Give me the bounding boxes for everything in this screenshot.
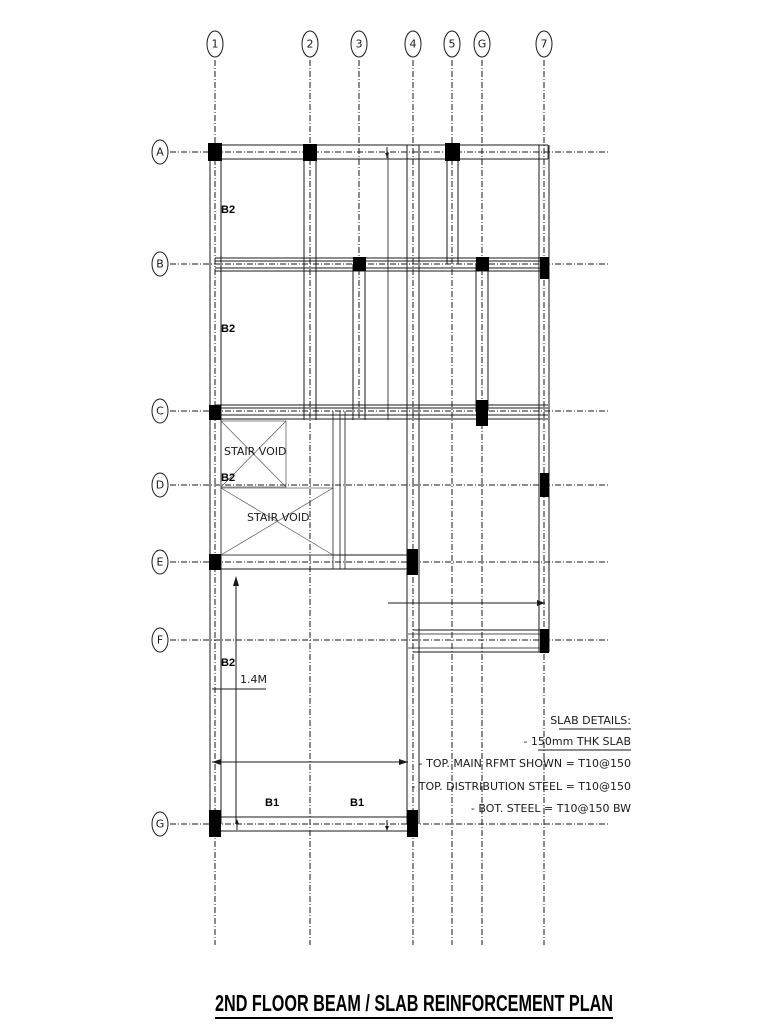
grid-bubble-e [152, 550, 168, 574]
column-a1 [208, 143, 222, 161]
grid-bubble-3 [351, 31, 367, 57]
svg-text:5: 5 [448, 37, 456, 51]
drawing-title: 2ND FLOOR BEAM / SLAB REINFORCEMENT PLAN [215, 990, 613, 1016]
row-grid-bubbles [152, 140, 168, 836]
dimension-vertical [233, 576, 239, 824]
grid-bubble-a [152, 140, 168, 164]
column-e4 [407, 549, 418, 575]
grid-bubble-c [152, 399, 168, 423]
slab-details-line-4: - BOT. STEEL = T10@150 BW [470, 802, 631, 815]
structural-columns [208, 143, 549, 837]
grid-bubble-d [152, 473, 168, 497]
beam-row-c [215, 405, 548, 419]
svg-text:1: 1 [211, 37, 219, 51]
beam-col-3 [353, 264, 365, 420]
grid-bubble-b [152, 252, 168, 276]
svg-text:B: B [156, 257, 164, 271]
column-d7 [540, 473, 549, 497]
svg-text:7: 7 [540, 37, 548, 51]
beam-label-b2-1: B2 [221, 204, 236, 216]
column-grid-bubbles [207, 31, 552, 57]
grid-bubble-2 [302, 31, 318, 57]
svg-text:C: C [156, 404, 164, 418]
grid-bubble-1 [207, 31, 223, 57]
beam-label-b1-2: B1 [350, 797, 365, 809]
column-a5 [445, 143, 460, 161]
column-e1 [209, 554, 221, 570]
dimension-label: 1.4M [240, 673, 267, 686]
dimension-label-group [212, 673, 267, 689]
beam-label-b2-3: B2 [221, 472, 236, 484]
grid-bubble-g-row [152, 812, 168, 836]
svg-text:F: F [156, 633, 164, 647]
grid-bubble-f [152, 628, 168, 652]
beam-label-b1-1: B1 [265, 797, 280, 809]
column-a2 [303, 144, 317, 161]
drawing-title-block [215, 990, 613, 1018]
svg-text:2: 2 [306, 37, 314, 51]
stair-stringers [333, 411, 345, 569]
slab-details-line-2: - TOP. MAIN RFMT SHOWN = T10@150 [418, 757, 631, 770]
slab-details-heading: SLAB DETAILS: [550, 714, 631, 727]
slab-details-note [411, 714, 631, 815]
svg-text:4: 4 [409, 37, 417, 51]
stair-void-label-2: STAIR VOID [247, 511, 310, 524]
stair-void-label-1: STAIR VOID [224, 445, 287, 458]
column-b7 [540, 257, 549, 279]
column-cg [476, 400, 488, 426]
dimension-right-bay [388, 600, 545, 606]
grid-bubble-5 [444, 31, 460, 57]
grid-bubble-4 [405, 31, 421, 57]
column-bg [476, 257, 489, 271]
column-c1 [209, 405, 221, 420]
column-g1 [209, 810, 221, 837]
grid-bubble-g [474, 31, 490, 57]
svg-text:A: A [156, 145, 164, 159]
svg-text:G: G [477, 37, 487, 51]
slab-details-line-1: - 150mm THK SLAB [523, 735, 631, 748]
beam-label-b2-4: B2 [221, 657, 236, 669]
beam-right-bay [408, 630, 548, 652]
svg-text:G: G [155, 817, 165, 831]
beam-labels [221, 204, 364, 809]
reinforcement-ticks [235, 147, 389, 831]
grid-bubble-7 [536, 31, 552, 57]
column-b3 [353, 257, 366, 271]
beam-label-b2-2: B2 [221, 323, 236, 335]
stair-void-lower [221, 488, 333, 555]
slab-details-line-3: - TOP. DISTRIBUTION STEEL = T10@150 [411, 780, 631, 793]
svg-text:3: 3 [355, 37, 363, 51]
svg-text:D: D [155, 478, 165, 492]
column-g4 [407, 810, 418, 837]
column-f7 [540, 629, 549, 653]
svg-text:E: E [156, 555, 164, 569]
